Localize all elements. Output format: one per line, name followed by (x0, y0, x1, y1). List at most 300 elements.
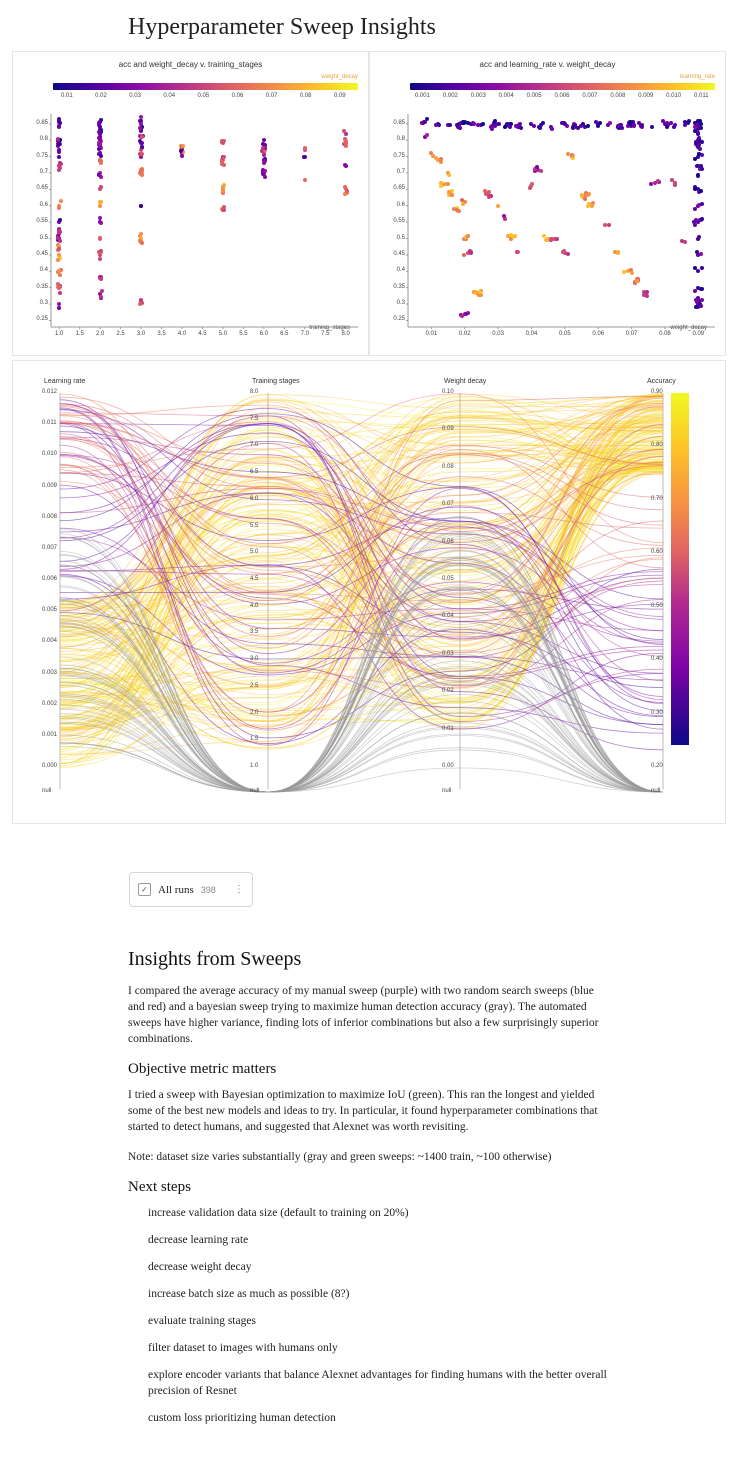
y-axis-tick: 0.75 (393, 152, 405, 159)
chart2-colorbar-label: learning_rate (679, 74, 715, 80)
next-step-item: evaluate training stages (148, 1315, 256, 1327)
scatter-point (98, 236, 102, 240)
all-runs-selector[interactable] (129, 872, 253, 907)
chart1-title: acc and weight_decay v. training_stages (118, 60, 263, 69)
next-steps-subheading: Next steps (128, 1179, 191, 1195)
pc-axis-tick: null (651, 788, 661, 794)
scatter-point (622, 270, 626, 274)
scatter-point (650, 125, 654, 129)
scatter-point (508, 125, 512, 129)
y-axis-tick: 0.5 (39, 234, 48, 241)
scatter-point (139, 298, 143, 302)
scatter-point (683, 123, 687, 127)
scatter-point (693, 157, 697, 161)
scatter-point (497, 122, 501, 126)
scatter-point (530, 182, 534, 186)
scatter-point (457, 209, 461, 213)
scatter-point (222, 155, 226, 159)
scatter-point (138, 302, 142, 306)
scatter-point (99, 221, 103, 225)
scatter-point (700, 217, 704, 221)
pc-axis-tick: 0.004 (42, 638, 58, 645)
y-axis-tick: 0.65 (36, 185, 48, 192)
x-axis-tick: 6.0 (259, 331, 269, 337)
pc-axis-tick: 4.0 (250, 602, 259, 609)
scatter-point (616, 250, 620, 254)
scatter-point (181, 144, 185, 148)
scatter-point (140, 135, 144, 139)
scatter-point (99, 159, 103, 163)
y-axis-tick: 0.5 (396, 234, 405, 241)
pc-axis-tick: 0.02 (442, 688, 454, 695)
colorbar-tick: 0.04 (163, 93, 176, 99)
scatter-point (472, 122, 476, 126)
scatter-point (99, 200, 103, 204)
scatter-point (98, 216, 102, 220)
scatter-point (343, 185, 347, 189)
scatter-point (672, 125, 676, 129)
colorbar-tick: 0.07 (265, 93, 278, 99)
pc-axis-tick: 0.003 (42, 669, 58, 676)
pc-axis-tick: 0.001 (42, 731, 58, 738)
y-axis-tick: 0.3 (39, 300, 48, 307)
scatter-point (466, 234, 470, 238)
pc-axis-tick: null (442, 788, 452, 794)
scatter-point (57, 168, 61, 172)
scatter-point (57, 206, 61, 210)
scatter-point (598, 121, 602, 125)
scatter-point (57, 118, 61, 122)
chart1-colorbar (53, 83, 358, 90)
next-step-item: filter dataset to images with humans only (148, 1342, 338, 1354)
x-axis-tick: 7.0 (300, 331, 309, 337)
scatter-point (680, 239, 684, 243)
scatter-point (513, 234, 517, 238)
pc-axis-tick: 1.0 (250, 763, 259, 769)
pc-axis-tick: 0.006 (42, 576, 58, 582)
pc-axis-tick: 0.80 (651, 442, 663, 449)
x-axis-tick: 0.08 (659, 331, 671, 337)
pc-axis-tick: 0.002 (42, 700, 58, 707)
scatter-point (487, 190, 491, 194)
x-axis-tick: 2.0 (95, 331, 105, 337)
colorbar-tick: 0.006 (554, 93, 570, 99)
scatter-point (515, 250, 519, 254)
checked-checkbox-icon[interactable]: ✓ (138, 883, 151, 896)
scatter-point (57, 142, 61, 146)
scatter-point (263, 159, 267, 163)
pc-axis-tick: 4.5 (250, 576, 259, 582)
pc-axis-tick: 1.5 (250, 736, 259, 743)
x-axis-tick: 7.5 (321, 331, 330, 337)
scatter-point (58, 218, 62, 222)
scatter-point (140, 173, 144, 177)
insights-paragraph-1: I compared the average accuracy of my manual sweep (purple) with two random search sweeps (blue and red) and a bayesian sweep trying to maximize human detection accuracy (gray). The automated sweeps have higher variance, finding lots of inferior combinations but also a few surprisingly superior combinations. (128, 985, 599, 1045)
scatter-point (670, 178, 674, 182)
scatter-point (571, 125, 575, 129)
scatter-point (58, 273, 62, 277)
pc-axis-tick: 0.09 (442, 426, 454, 433)
x-axis-tick: 0.01 (425, 331, 438, 337)
insights-paragraph-2: I tried a sweep with Bayesian optimization to maximize IoU (green). This ran the longest and yielded some of the best new models and ideas to try. In particular, it found hyperparameter combinations that started to detect humans, and suggested that Alexnet was worth revisiting. (128, 1089, 598, 1133)
y-axis-tick: 0.85 (36, 119, 48, 126)
objective-metric-subheading: Objective metric matters (128, 1061, 277, 1077)
scatter-point (696, 269, 700, 273)
colorbar-tick: 0.01 (61, 93, 73, 99)
scatter-point (57, 150, 61, 154)
x-axis-tick: 0.03 (492, 331, 504, 337)
insights-heading: Insights from Sweeps (128, 948, 302, 970)
pc-axis-tick: 0.03 (442, 650, 454, 657)
pc-axis-title: Training stages (252, 378, 300, 385)
scatter-point (140, 145, 144, 149)
x-axis-tick: 6.5 (280, 331, 289, 337)
scatter-point (221, 189, 225, 193)
x-axis-tick: 3.0 (136, 331, 146, 337)
x-axis-tick: 5.0 (218, 331, 228, 337)
scatter-point (694, 305, 698, 309)
x-axis-tick: 2.5 (116, 331, 125, 337)
scatter-point (607, 223, 611, 227)
next-steps-list (128, 1205, 608, 1426)
scatter-point (528, 186, 532, 190)
scatter-point (566, 252, 570, 256)
scatter-point (469, 251, 473, 255)
colorbar-tick: 0.009 (638, 93, 654, 99)
scatter-point (99, 277, 103, 281)
pc-axis-tick: 0.005 (42, 607, 58, 614)
scatter-point (591, 201, 595, 205)
pc-axis-tick: 0.04 (442, 613, 454, 620)
next-step-item: decrease weight decay (148, 1261, 252, 1273)
y-axis-tick: 0.45 (393, 250, 405, 257)
x-axis-tick: 1.0 (55, 331, 64, 337)
kebab-menu-icon[interactable]: ⋮ (234, 883, 244, 895)
scatter-point (99, 175, 103, 179)
pc-axis-tick: 0.70 (651, 495, 663, 502)
y-axis-tick: 0.8 (396, 136, 405, 143)
pc-axis-title: Weight decay (444, 378, 487, 385)
colorbar-tick: 0.09 (333, 93, 346, 99)
pc-axis-tick: 0.009 (42, 482, 58, 489)
scatter-point (466, 121, 470, 125)
scatter-point (608, 121, 612, 125)
scatter-point (630, 271, 634, 275)
pc-axis-tick: 0.06 (442, 538, 454, 545)
insights-note: Note: dataset size varies substantially (gray and green sweeps: ~1400 train, ~100 otherwise) (128, 1151, 552, 1163)
y-axis-tick: 0.55 (36, 218, 48, 225)
y-axis-tick: 0.85 (393, 119, 405, 126)
scatter-point (570, 153, 574, 157)
pc-axis-tick: 3.0 (250, 656, 259, 663)
scatter-point (532, 124, 536, 128)
y-axis-tick: 0.6 (396, 201, 405, 208)
pc-axis-tick: 5.0 (250, 549, 259, 556)
scatter-point (99, 249, 103, 253)
pc-axis-tick: 8.0 (250, 389, 259, 395)
scatter-point (539, 169, 543, 173)
colorbar-tick: 0.008 (610, 93, 626, 99)
next-step-item: increase validation data size (default to training on 20%) (148, 1207, 409, 1219)
y-axis-tick: 0.45 (36, 250, 48, 257)
pc-axis-tick: 0.008 (42, 513, 58, 520)
scatter-point (140, 241, 144, 245)
pc-axis-tick: 7.0 (250, 442, 259, 449)
scatter-point (550, 127, 554, 131)
scatter-point (541, 121, 545, 125)
scatter-point (439, 157, 443, 161)
scatter-point (699, 304, 703, 308)
scatter-point (58, 285, 62, 289)
y-axis-tick: 0.6 (39, 201, 48, 208)
scatter-point (58, 291, 62, 295)
pc-axis-tick: 0.00 (442, 763, 454, 769)
next-step-item: decrease learning rate (148, 1234, 249, 1246)
scatter-point (303, 178, 307, 182)
scatter-point (343, 163, 347, 167)
pc-axis-tick: 3.5 (250, 629, 259, 636)
scatter-point (57, 306, 61, 310)
scatter-point (693, 129, 697, 133)
scatter-point (447, 173, 451, 177)
pc-axis-tick: 0.20 (651, 763, 663, 769)
pc-axis-tick: 0.01 (442, 725, 454, 732)
x-axis-tick: 0.05 (558, 331, 571, 337)
page-title: Hyperparameter Sweep Insights (128, 14, 436, 40)
scatter-point (631, 120, 635, 124)
scatter-point (620, 126, 624, 130)
scatter-point (496, 204, 500, 208)
scatter-point (99, 154, 103, 158)
pc-axis-tick: 2.5 (250, 682, 259, 689)
next-step-item: explore encoder variants that balance Alexnet advantages for finding humans with the better overall precision of Resnet (148, 1369, 607, 1397)
pc-axis-tick: 0.012 (42, 389, 58, 395)
scatter-point (700, 202, 704, 206)
y-axis-tick: 0.8 (39, 136, 48, 143)
scatter-point (437, 123, 441, 127)
pc-axis-tick: 5.5 (250, 522, 259, 529)
colorbar-tick: 0.003 (470, 93, 486, 99)
colorbar-tick: 0.002 (442, 93, 458, 99)
scatter-point (645, 290, 649, 294)
colorbar-tick: 0.004 (498, 93, 514, 99)
scatter-point (98, 137, 102, 141)
pc-axis-tick: 0.010 (42, 451, 58, 458)
x-axis-tick: 0.04 (525, 331, 538, 337)
scatter-point (446, 182, 450, 186)
y-axis-tick: 0.4 (396, 267, 405, 274)
x-axis-tick: 4.0 (177, 331, 187, 337)
colorbar-tick: 0.011 (694, 93, 709, 99)
chart2-xlabel: weight_decay (670, 325, 707, 331)
insights-section (128, 948, 608, 1437)
colorbar-tick: 0.007 (582, 93, 598, 99)
pc-axis-tick: null (42, 788, 52, 794)
next-step-item: custom loss prioritizing human detection (148, 1412, 336, 1424)
scatter-point (58, 230, 62, 234)
y-axis-tick: 0.7 (396, 168, 405, 175)
scatter-point (476, 123, 480, 127)
scatter-point (303, 146, 307, 150)
scatter-point (464, 312, 468, 316)
pc-axis-tick: 0.07 (442, 501, 454, 508)
scatter-point (673, 181, 677, 185)
y-axis-tick: 0.35 (393, 283, 405, 290)
pc-axis-tick: 0.60 (651, 549, 663, 556)
scatter-point (302, 155, 306, 159)
top-charts-row (12, 51, 726, 356)
pc-axis-tick: 0.50 (651, 602, 663, 609)
y-axis-tick: 0.55 (393, 218, 405, 225)
scatter-point (462, 121, 466, 125)
scatter-point (561, 250, 565, 254)
scatter-chart-weight-decay[interactable] (369, 51, 726, 356)
y-axis-tick: 0.7 (39, 168, 48, 175)
scatter-point (700, 266, 704, 270)
y-axis-tick: 0.3 (396, 300, 405, 307)
scatter-point (140, 152, 144, 156)
scatter-point (179, 149, 183, 153)
x-axis-tick: 0.02 (458, 331, 471, 337)
y-axis-tick: 0.35 (36, 283, 48, 290)
runs-label: All runs (158, 883, 194, 896)
scatter-point (698, 147, 702, 151)
pc-axis-title: Learning rate (44, 378, 86, 385)
parallel-coordinates-chart[interactable] (12, 360, 726, 824)
scatter-point (694, 142, 698, 146)
pc-axis-tick: 6.5 (250, 469, 259, 476)
colorbar-tick: 0.03 (129, 93, 141, 99)
pc-axis-tick: 0.30 (651, 709, 663, 716)
scatter-point (565, 124, 569, 128)
y-axis-tick: 0.65 (393, 185, 405, 192)
next-step-item: increase batch size as much as possible (8?) (148, 1288, 350, 1300)
scatter-point (700, 287, 704, 291)
scatter-point (263, 175, 267, 179)
scatter-point (57, 155, 61, 159)
chart1-colorbar-label: weight_decay (321, 74, 358, 80)
scatter-point (698, 139, 702, 143)
pc-axis-tick: 0.007 (42, 544, 58, 551)
scatter-point (98, 204, 102, 208)
colorbar-tick: 0.010 (666, 93, 682, 99)
scatter-point (586, 124, 590, 128)
pc-axis-tick: null (250, 788, 260, 794)
scatter-point (139, 232, 143, 236)
scatter-point (57, 253, 61, 257)
pc-axis-tick: 0.05 (442, 576, 454, 582)
pc-axis-tick: 0.90 (651, 389, 663, 395)
scatter-point (221, 208, 225, 212)
scatter-point (700, 153, 704, 157)
scatter-point (699, 189, 703, 193)
scatter-point (462, 253, 466, 257)
scatter-point (57, 247, 61, 251)
scatter-point (448, 123, 452, 127)
scatter-point (139, 168, 143, 172)
colorbar-tick: 0.06 (231, 93, 244, 99)
scatter-point (59, 199, 63, 203)
scatter-point (481, 122, 485, 126)
y-axis-tick: 0.25 (36, 316, 48, 323)
colorbar-tick: 0.08 (299, 93, 312, 99)
scatter-point (57, 124, 61, 128)
colorbar-tick: 0.001 (414, 93, 430, 99)
pc-axis-tick: 0.000 (42, 763, 58, 769)
scatter-point (262, 153, 266, 157)
scatter-point (583, 197, 587, 201)
x-axis-tick: 1.5 (75, 331, 84, 337)
colorbar-tick: 0.02 (95, 93, 107, 99)
pc-axis-tick: 7.5 (250, 415, 259, 422)
scatter-point (180, 154, 184, 158)
scatter-point (461, 202, 465, 206)
scatter-point (99, 185, 103, 189)
pc-axis-tick: 0.40 (651, 656, 663, 663)
x-axis-tick: 4.5 (198, 331, 207, 337)
scatter-point (56, 258, 60, 262)
scatter-point (425, 117, 429, 121)
x-axis-tick: 8.0 (341, 331, 350, 337)
scatter-point (420, 121, 424, 125)
y-axis-tick: 0.75 (36, 152, 48, 159)
x-axis-tick: 0.06 (592, 331, 605, 337)
scatter-point (490, 127, 494, 131)
scatter-point (221, 185, 225, 189)
y-axis-tick: 0.4 (39, 267, 48, 274)
scatter-point (222, 163, 226, 167)
scatter-point (100, 289, 104, 293)
scatter-point (458, 126, 462, 130)
colorbar-tick: 0.005 (526, 93, 542, 99)
scatter-point (699, 126, 703, 130)
scatter-point (98, 257, 102, 261)
scatter-point (263, 169, 267, 173)
x-axis-tick: 3.5 (157, 331, 166, 337)
chart1-xlabel: training_stages (309, 325, 350, 331)
scatter-point (635, 279, 639, 283)
pc-axis-tick: 2.0 (250, 709, 259, 716)
colorbar-tick: 0.05 (197, 93, 210, 99)
pc-axis-tick: 0.10 (442, 389, 454, 395)
scatter-point (649, 182, 653, 186)
scatter-point (693, 207, 697, 211)
scatter-point (519, 126, 523, 130)
scatter-point (555, 237, 559, 241)
scatter-point (571, 156, 575, 160)
scatter-point (56, 137, 60, 141)
x-axis-tick: 0.09 (692, 331, 705, 337)
scatter-point (139, 204, 143, 208)
scatter-point (450, 193, 454, 197)
scatter-chart-training-stages[interactable] (12, 51, 369, 356)
pc-axis-tick: 6.0 (250, 495, 259, 502)
x-axis-tick: 5.5 (239, 331, 248, 337)
scatter-point (460, 314, 464, 318)
runs-count: 398 (200, 884, 216, 895)
scatter-point (425, 133, 429, 137)
scatter-point (699, 252, 703, 256)
pc-axis-tick: 0.08 (442, 463, 454, 470)
chart2-colorbar (410, 83, 715, 90)
scatter-point (587, 202, 591, 206)
chart2-title: acc and learning_rate v. weight_decay (479, 60, 616, 69)
pc-axis-title: Accuracy (647, 378, 676, 385)
pc-axis-tick: 0.011 (42, 420, 57, 427)
y-axis-tick: 0.25 (393, 316, 405, 323)
scatter-point (697, 235, 701, 239)
x-axis-tick: 0.07 (625, 331, 638, 337)
